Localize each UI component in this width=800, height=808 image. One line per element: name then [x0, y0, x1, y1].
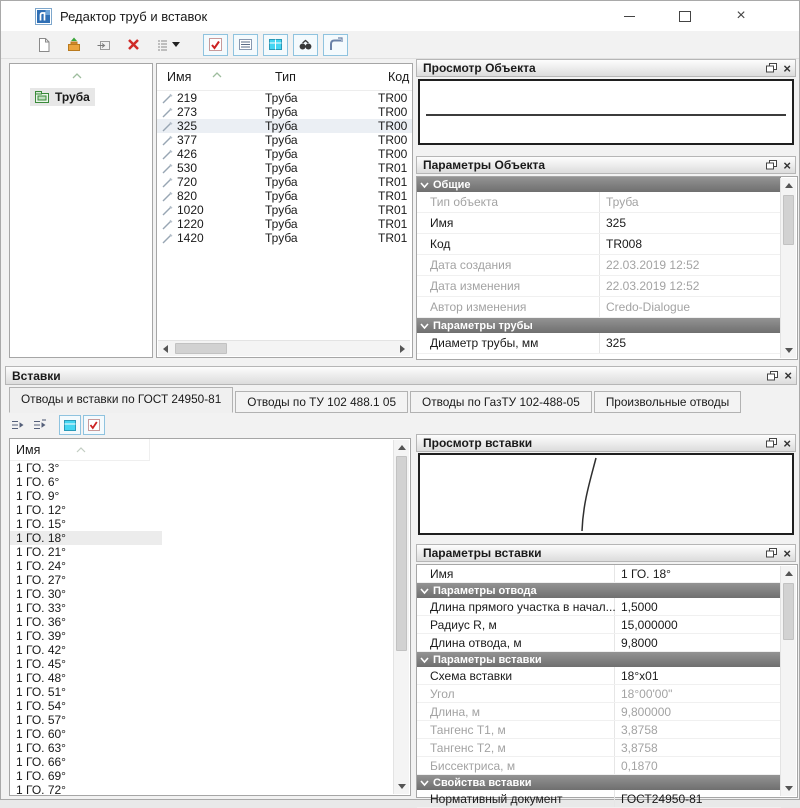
param-label: Длина отвода, м [417, 634, 615, 651]
pipe-code-cell: TR00 [378, 147, 408, 161]
pipe-preview-line [426, 114, 786, 116]
pipe-table-row[interactable] [157, 189, 412, 203]
pipe-type-cell: Труба [265, 189, 298, 203]
insert-list-item[interactable]: 1 ГО. 48° [16, 671, 66, 685]
insert-list-item[interactable]: 1 ГО. 18° [10, 531, 162, 545]
scroll-right-button[interactable] [395, 341, 410, 356]
object-preview-canvas [418, 79, 794, 145]
param-section[interactable] [417, 652, 781, 667]
param-value: 18°00'00" [621, 686, 673, 701]
pipe-code-cell: TR01 [378, 217, 408, 231]
pipe-type-cell: Труба [265, 91, 298, 105]
inserts-list-panel [9, 438, 411, 796]
pipe-code-cell: TR01 [378, 175, 408, 189]
pipe-name-cell: 820 [177, 189, 198, 203]
pipe-code-cell: TR00 [378, 91, 408, 105]
scroll-up-button[interactable] [394, 440, 409, 455]
param-row[interactable] [417, 297, 781, 318]
tree-item-pipe[interactable] [30, 88, 95, 106]
param-row[interactable] [417, 276, 781, 297]
param-label: Имя [417, 565, 615, 582]
param-label: Автор изменения [417, 297, 600, 317]
filter-check-toggle[interactable] [203, 34, 228, 56]
pipe-type-cell: Труба [265, 147, 298, 161]
pipe-table-row[interactable] [157, 119, 412, 133]
inserts-panel-title: Вставки [12, 368, 61, 383]
pipe-row-icon [157, 149, 177, 160]
title-bar [1, 1, 799, 31]
pipe-row-icon [157, 93, 177, 104]
filter-check-toggle-inserts[interactable] [83, 415, 105, 435]
pipe-row-icon [157, 121, 177, 132]
pipe-type-cell: Труба [265, 105, 298, 119]
lines-arrow-right-icon [32, 419, 47, 432]
pipe-code-cell: TR00 [378, 119, 408, 133]
insert-list-item[interactable]: 1 ГО. 72° [16, 783, 66, 797]
param-row[interactable] [417, 255, 781, 276]
param-value: 9,8000 [621, 635, 658, 650]
vscroll-thumb[interactable] [783, 195, 794, 245]
close-icon: × [736, 7, 746, 24]
lines-arrow-left-icon [10, 419, 25, 432]
pipe-row-icon [157, 191, 177, 202]
pipe-name-cell: 273 [177, 105, 198, 119]
pipe-code-cell: TR01 [378, 203, 408, 217]
insert-tabs [9, 388, 797, 413]
binoculars-icon [298, 37, 313, 52]
float-panel-icon[interactable] [766, 438, 777, 448]
param-label: Биссектриса, м [417, 757, 615, 774]
pipe-bend-icon [328, 37, 343, 52]
insert-preview-title: Просмотр вставки [423, 436, 533, 450]
param-label: Дата создания [417, 255, 600, 275]
param-section-label: Параметры вставки [433, 653, 542, 666]
pipe-table-row[interactable] [157, 133, 412, 147]
delete-icon [126, 37, 141, 52]
app-logo-icon [35, 8, 52, 25]
param-section-label: Параметры трубы [433, 319, 533, 332]
import-icon [66, 37, 82, 53]
param-section[interactable] [417, 177, 781, 192]
pipe-name-cell: 426 [177, 147, 198, 161]
pipe-type-cell: Труба [265, 203, 298, 217]
insert-list-item[interactable]: 1 ГО. 33° [16, 601, 66, 615]
column-header-type[interactable]: Тип [275, 70, 296, 84]
param-row[interactable] [417, 790, 781, 808]
pipe-group-icon [35, 91, 50, 103]
insert-list-item[interactable]: 1 ГО. 9° [16, 489, 60, 503]
insert-list-item[interactable]: 1 ГО. 12° [16, 503, 66, 517]
object-preview-header [416, 59, 796, 77]
insert-params-header [416, 544, 796, 562]
send-to-button[interactable] [91, 34, 116, 56]
object-params-header [416, 156, 796, 174]
param-value: 0,1870 [621, 758, 658, 773]
param-section[interactable] [417, 775, 781, 790]
expand-params-button[interactable] [29, 416, 49, 434]
pipe-code-cell: TR00 [378, 105, 408, 119]
param-value: 325 [606, 336, 627, 350]
pipe-table-header [157, 64, 412, 91]
list-view-icon [238, 37, 253, 52]
param-value: 22.03.2019 12:52 [606, 279, 700, 293]
minimize-icon [624, 16, 635, 17]
search-toggle[interactable] [293, 34, 318, 56]
pipe-type-cell: Труба [265, 231, 298, 245]
insert-tab-0[interactable]: Отводы и вставки по ГОСТ 24950-81 [9, 387, 233, 413]
insert-list-item[interactable]: 1 ГО. 24° [16, 559, 66, 573]
insert-list-item[interactable]: 1 ГО. 6° [16, 475, 60, 489]
param-value: 22.03.2019 12:52 [606, 258, 700, 272]
pipe-name-cell: 1220 [177, 217, 204, 231]
insert-list-item[interactable]: 1 ГО. 3° [16, 461, 60, 475]
param-row[interactable] [417, 721, 781, 739]
insert-list-item[interactable]: 1 ГО. 51° [16, 685, 66, 699]
param-label: Длина, м [417, 703, 615, 720]
pipe-table-rows [157, 91, 412, 245]
pipe-row-icon [157, 177, 177, 188]
float-panel-icon[interactable] [766, 63, 777, 73]
pipe-name-cell: 325 [177, 119, 198, 133]
pipe-type-cell: Труба [265, 175, 298, 189]
param-label: Имя [417, 213, 600, 233]
delete-button[interactable] [121, 34, 146, 56]
table-view-icon [268, 37, 283, 52]
pipe-table-row[interactable] [157, 203, 412, 217]
param-value: 9,800000 [621, 704, 672, 719]
param-label: Схема вставки [417, 667, 615, 684]
insert-preview-canvas [418, 453, 794, 535]
param-row[interactable] [417, 757, 781, 775]
param-row[interactable] [417, 685, 781, 703]
pipe-table-row[interactable] [157, 91, 412, 105]
param-label: Длина прямого участка в начал... [417, 598, 615, 615]
insert-params-title: Параметры вставки [423, 546, 542, 560]
dropdown-caret-icon [172, 42, 180, 47]
param-value: 3,8758 [621, 740, 658, 755]
view-options-icon [156, 38, 170, 52]
panel-close-icon[interactable]: × [783, 545, 791, 561]
pipe-table-row[interactable] [157, 105, 412, 119]
insert-tab-1[interactable]: Отводы по ТУ 102 488.1 05 [235, 391, 408, 413]
new-object-button[interactable] [31, 34, 56, 56]
pipe-row-icon [157, 107, 177, 118]
param-value: 1,5000 [621, 599, 658, 614]
param-section[interactable] [417, 318, 781, 333]
insert-params-grid [417, 565, 781, 808]
pipe-table-hscrollbar[interactable] [158, 340, 410, 356]
param-value: Credo-Dialogue [606, 300, 691, 314]
insert-list-item[interactable]: 1 ГО. 45° [16, 657, 66, 671]
pipe-type-cell: Труба [265, 119, 298, 133]
insert-list-item[interactable]: 1 ГО. 21° [16, 545, 66, 559]
param-row[interactable] [417, 234, 781, 255]
param-label: Код [417, 234, 600, 254]
insert-list-item[interactable]: 1 ГО. 57° [16, 713, 66, 727]
window-title: Редактор труб и вставок [60, 8, 208, 24]
column-header-name[interactable]: Имя [167, 70, 192, 84]
list-sort-icon[interactable] [76, 440, 86, 458]
insert-tab-3[interactable]: Произвольные отводы [594, 391, 741, 413]
float-panel-icon[interactable] [766, 548, 777, 558]
param-value: 3,8758 [621, 722, 658, 737]
param-row[interactable] [417, 213, 781, 234]
param-value: 1 ГО. 18° [621, 566, 671, 581]
main-toolbar [1, 31, 799, 59]
param-row[interactable] [417, 192, 781, 213]
insert-params-panel [416, 564, 798, 806]
pipe-table-row[interactable] [157, 175, 412, 189]
pipe-name-cell: 530 [177, 161, 198, 175]
param-row[interactable] [417, 616, 781, 634]
pipe-code-cell: TR01 [378, 189, 408, 203]
insert-list-item[interactable]: 1 ГО. 60° [16, 727, 66, 741]
table-view-icon [63, 419, 77, 432]
bend-view-toggle[interactable] [323, 34, 348, 56]
table-sort-icon[interactable] [212, 65, 222, 83]
pipe-name-cell: 377 [177, 133, 198, 147]
column-header-code[interactable]: Код [388, 70, 410, 84]
param-value: Труба [606, 195, 639, 209]
maximize-button[interactable] [662, 1, 708, 31]
tree-item-label: Труба [55, 90, 90, 104]
checkbox-icon [208, 37, 223, 52]
param-row[interactable] [417, 634, 781, 652]
pipe-type-cell: Труба [265, 133, 298, 147]
pipe-table-row[interactable] [157, 217, 412, 231]
insert-list-item[interactable]: 1 ГО. 15° [16, 517, 66, 531]
param-row[interactable] [417, 667, 781, 685]
param-label: Тангенс Т1, м [417, 721, 615, 738]
inserts-list-vscrollbar[interactable] [393, 440, 409, 794]
param-label: Тангенс Т2, м [417, 739, 615, 756]
pipe-type-cell: Труба [265, 161, 298, 175]
pipe-row-icon [157, 205, 177, 216]
param-value: TR008 [606, 237, 643, 251]
scroll-left-button[interactable] [158, 341, 173, 356]
list-column-header[interactable]: Имя [10, 439, 150, 461]
pipe-table-row[interactable] [157, 161, 412, 175]
object-preview-title: Просмотр Объекта [423, 61, 536, 75]
inserts-toolbar [7, 414, 107, 436]
pipe-row-icon [157, 233, 177, 244]
panel-close-icon[interactable]: × [783, 60, 791, 76]
param-label: Нормативный документ [417, 790, 615, 807]
pipe-name-cell: 1420 [177, 231, 204, 245]
send-to-icon [96, 37, 112, 53]
object-params-vscrollbar[interactable] [780, 178, 796, 358]
insert-list-item[interactable]: 1 ГО. 66° [16, 755, 66, 769]
scroll-down-button[interactable] [394, 779, 409, 794]
param-value: 18°x01 [621, 668, 659, 683]
pipe-name-cell: 1020 [177, 203, 204, 217]
checkbox-icon [87, 419, 101, 432]
param-row[interactable] [417, 598, 781, 616]
pipe-row-icon [157, 163, 177, 174]
view-options-button[interactable] [151, 34, 185, 56]
object-params-grid [417, 177, 781, 354]
pipe-code-cell: TR01 [378, 231, 408, 245]
param-section-label: Свойства вставки [433, 776, 532, 789]
insert-list-item[interactable]: 1 ГО. 69° [16, 769, 66, 783]
maximize-icon [679, 11, 691, 22]
insert-list-item[interactable]: 1 ГО. 36° [16, 615, 66, 629]
scroll-down-button[interactable] [781, 781, 796, 796]
pipe-name-cell: 219 [177, 91, 198, 105]
bend-preview-curve [420, 455, 792, 533]
pipe-tree-panel [9, 63, 153, 358]
pipe-table-row[interactable] [157, 147, 412, 161]
pipe-row-icon [157, 219, 177, 230]
minimize-button[interactable] [606, 1, 652, 31]
pipe-table-panel [156, 63, 413, 358]
scroll-up-button[interactable] [781, 178, 796, 193]
panel-close-icon[interactable]: × [783, 435, 791, 451]
insert-list-item[interactable]: 1 ГО. 54° [16, 699, 66, 713]
param-row[interactable] [417, 333, 781, 354]
insert-list-item[interactable]: 1 ГО. 30° [16, 587, 66, 601]
inserts-panel-header [5, 366, 797, 385]
insert-list-item[interactable]: 1 ГО. 63° [16, 741, 66, 755]
insert-preview-header [416, 434, 796, 452]
panel-close-icon[interactable]: × [783, 157, 791, 173]
new-document-icon [36, 37, 52, 53]
float-panel-icon[interactable] [766, 160, 777, 170]
vscroll-thumb[interactable] [396, 456, 407, 651]
list-view-toggle[interactable] [233, 34, 258, 56]
pipe-code-cell: TR01 [378, 161, 408, 175]
param-value: 325 [606, 216, 627, 230]
tree-sort-icon[interactable] [72, 66, 82, 84]
pipe-code-cell: TR00 [378, 133, 408, 147]
panel-close-icon[interactable]: × [784, 368, 792, 383]
pipe-type-cell: Труба [265, 217, 298, 231]
param-value: ГОСТ24950-81 [621, 791, 703, 806]
object-params-panel [416, 176, 798, 360]
insert-tab-2[interactable]: Отводы по ГазТУ 102-488-05 [410, 391, 592, 413]
insert-list-item[interactable]: 1 ГО. 27° [16, 573, 66, 587]
object-params-title: Параметры Объекта [423, 158, 546, 172]
insert-list-item[interactable]: 1 ГО. 39° [16, 629, 66, 643]
table-view-toggle[interactable] [263, 34, 288, 56]
scroll-down-button[interactable] [781, 343, 796, 358]
pipe-row-icon [157, 135, 177, 146]
pipe-table-row[interactable] [157, 231, 412, 245]
param-label: Радиус R, м [417, 616, 615, 633]
param-section-label: Общие [433, 178, 471, 191]
param-row[interactable] [417, 739, 781, 757]
param-section-label: Параметры отвода [433, 584, 537, 597]
hscroll-thumb[interactable] [175, 343, 227, 354]
inserts-list [10, 461, 410, 797]
pipe-name-cell: 720 [177, 175, 198, 189]
param-section[interactable] [417, 583, 781, 598]
import-object-button[interactable] [61, 34, 86, 56]
param-row[interactable] [417, 565, 781, 583]
param-label: Тип объекта [417, 192, 600, 212]
insert-list-item[interactable]: 1 ГО. 42° [16, 643, 66, 657]
param-row[interactable] [417, 703, 781, 721]
collapse-params-button[interactable] [7, 416, 27, 434]
insert-params-vscrollbar[interactable] [780, 566, 796, 796]
table-view-toggle-inserts[interactable] [59, 415, 81, 435]
param-label: Дата изменения [417, 276, 600, 296]
param-value: 15,000000 [621, 617, 678, 632]
scroll-up-button[interactable] [781, 566, 796, 581]
param-label: Диаметр трубы, мм [417, 333, 600, 353]
param-label: Угол [417, 685, 615, 702]
close-button[interactable] [718, 1, 764, 31]
vscroll-thumb[interactable] [783, 583, 794, 640]
float-panel-icon[interactable] [767, 371, 778, 381]
